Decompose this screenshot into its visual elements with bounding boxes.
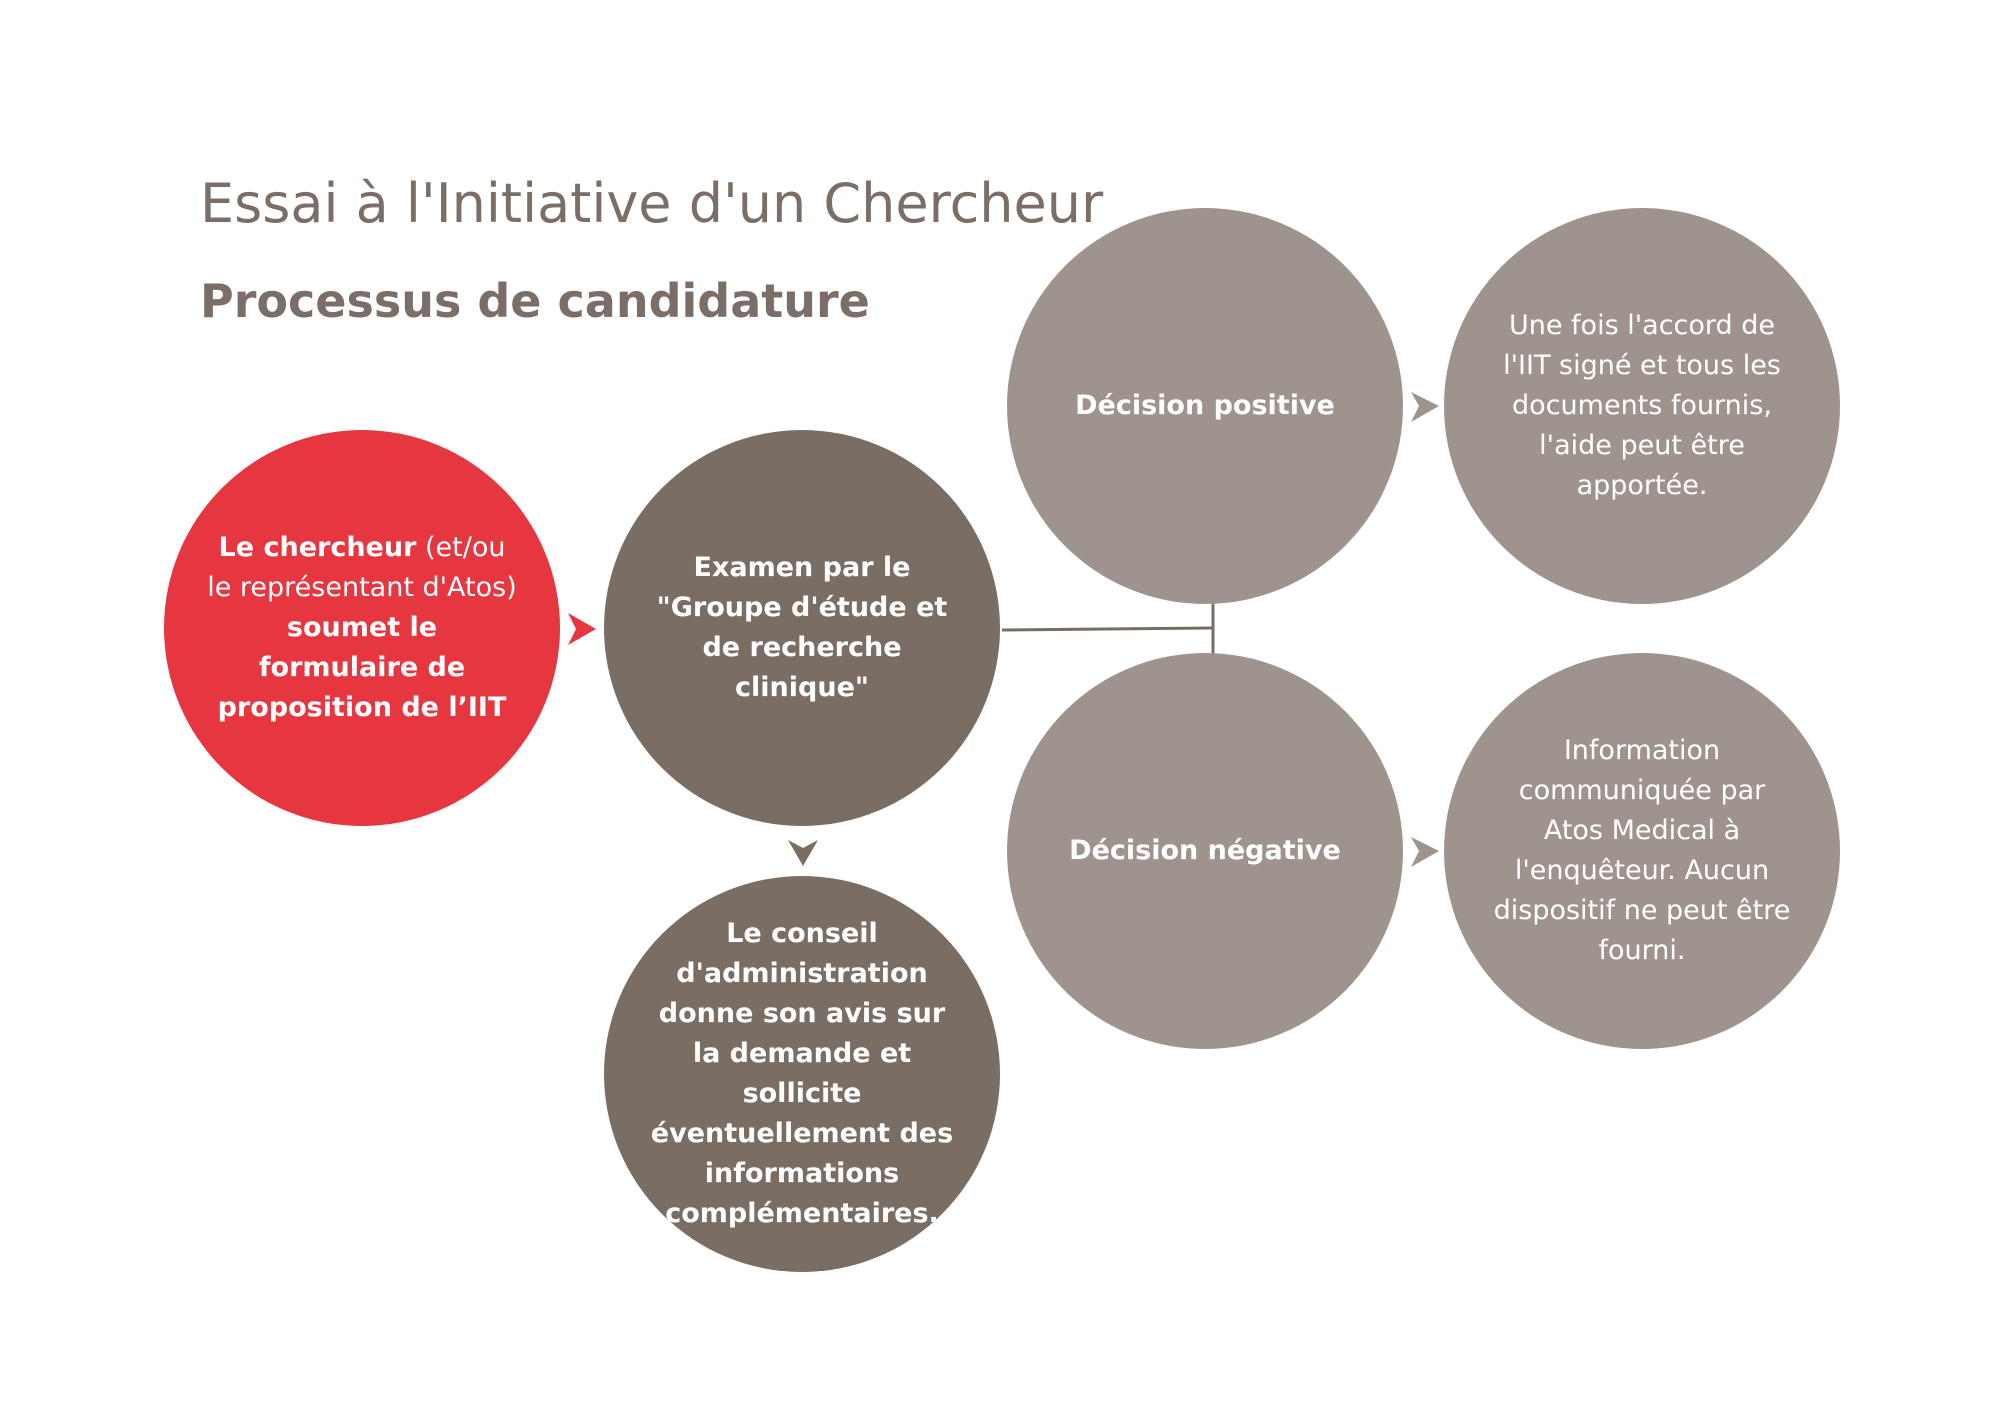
study-group-review-node (604, 430, 1000, 826)
negative-outcome-node (1444, 653, 1840, 1049)
negative-decision-text: Décision négative (1069, 835, 1341, 866)
board-text: Le conseil d'administration donne son avis sur la demande et sollicite éventuellement des informations complémentaires. (650, 918, 954, 1229)
chevron-down-icon (788, 840, 818, 866)
researcher-subject: Le chercheur (218, 532, 417, 563)
researcher-action: soumet le formulaire de proposition de l’IIT (217, 612, 507, 723)
negative-outcome-text: Information communiquée par Atos Medical à l'enquêteur. Aucun dispositif ne peut être fourni. (1493, 735, 1791, 966)
board-opinion-node (604, 876, 1000, 1272)
researcher-submission-node (164, 430, 560, 826)
chevron-right-icon (1411, 392, 1439, 422)
page-title: Essai à l'Initiative d'un Chercheur (200, 172, 1104, 235)
positive-decision-node (1007, 208, 1403, 604)
review-text: Examen par le "Groupe d'étude et de recherche clinique" (656, 552, 948, 703)
connector-line-review-branch (1002, 628, 1213, 630)
positive-outcome-text: Une fois l'accord de l'IIT signé et tous les documents fournis, l'aide peut être apportée. (1503, 310, 1781, 501)
chevron-right-icon (568, 613, 596, 645)
researcher-representative: (et/ou le représentant d'Atos) (207, 532, 517, 603)
chevron-right-icon (1411, 837, 1439, 867)
positive-decision-text: Décision positive (1075, 390, 1335, 421)
negative-decision-node (1007, 653, 1403, 1049)
page-subtitle: Processus de candidature (200, 274, 870, 328)
positive-outcome-node (1444, 208, 1840, 604)
